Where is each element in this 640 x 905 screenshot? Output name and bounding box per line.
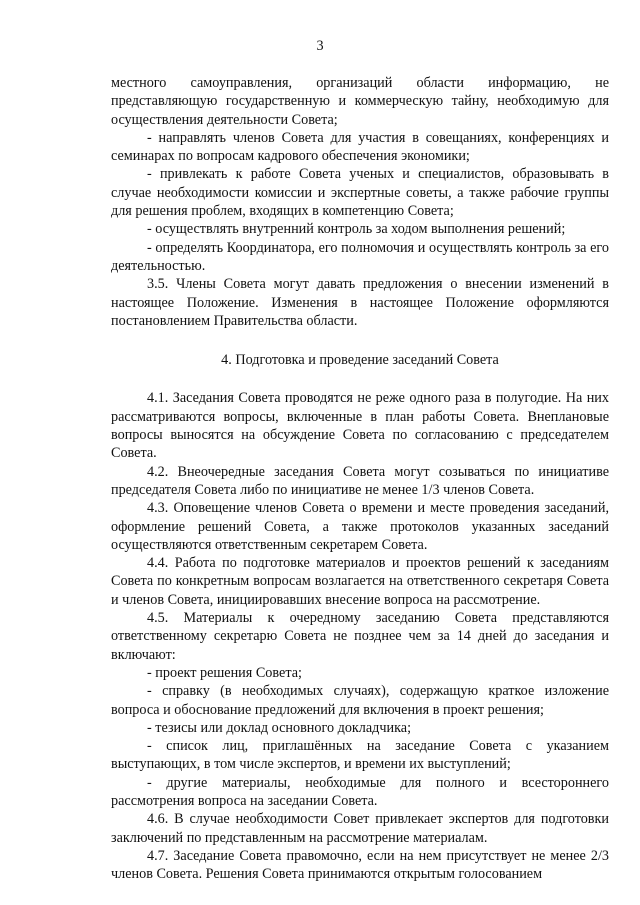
paragraph-list-item: - тезисы или доклад основного докладчика;: [147, 719, 412, 736]
paragraph-clause-4-3: 4.3. Оповещение членов Совета о времени и месте проведения заседаний, оформление решений Совета, а также протоколов указанных заседаний осуществляются ответственным секретарем Совета.: [111, 500, 609, 553]
paragraph-clause-4-5: 4.5. Материалы к очередному заседанию Совета представляются ответственному секретарю Совета не позднее чем за 14 дней до заседания и включают:: [111, 610, 609, 663]
paragraph-list-item: - проект решения Совета;: [147, 664, 302, 681]
paragraph-list-item: - другие материалы, необходимые для полного и всестороннего рассмотрения вопроса на заседании Совета.: [111, 774, 609, 809]
paragraph-clause-4-7: 4.7. Заседание Совета правомочно, если на нем присутствует не менее 2/3 членов Совета. Решения Совета принимаются открытым голосованием: [111, 847, 609, 883]
paragraph-list-item: - справку (в необходимых случаях), содержащую краткое изложение вопроса и обоснование предложений для включения в проект решения;: [111, 683, 609, 718]
paragraph-continuation: местного самоуправления, организаций области информацию, не представляющую государственную и коммерческую тайну, необходимую для осуществления деятельности Совета;: [111, 75, 609, 128]
section-heading: 4. Подготовка и проведение заседаний Совета: [221, 352, 499, 369]
paragraph-list-item: - осуществлять внутренний контроль за ходом выполнения решений;: [147, 221, 566, 238]
document-body: [111, 74, 609, 883]
paragraph-list-item: - определять Координатора, его полномочия и осуществлять контроль за его деятельностью.: [111, 239, 609, 274]
paragraph-list-item: - направлять членов Совета для участия в совещаниях, конференциях и семинарах по вопросам кадрового обеспечения экономики;: [111, 129, 609, 165]
paragraph-list-item: - список лиц, приглашённых на заседание Совета с указанием выступающих, в том числе экспертов, и времени их выступлений;: [111, 738, 609, 773]
paragraph-clause-4-2: 4.2. Внеочередные заседания Совета могут созываться по инициативе председателя Совета либо по инициативе не менее 1/3 членов Совета.: [111, 463, 609, 498]
paragraph-list-item: - привлекать к работе Совета ученых и специалистов, образовывать в случае необходимости комиссии и экспертные советы, а также рабочие группы для решения проблем, входящих в компетенцию Совета;: [111, 166, 609, 220]
page-number: 3: [316, 38, 324, 54]
paragraph-clause-4-6: 4.6. В случае необходимости Совет привлекает экспертов для подготовки заключений по представленным на рассмотрение материалам.: [111, 811, 609, 846]
paragraph-clause-4-1: 4.1. Заседания Совета проводятся не реже одного раза в полугодие. На них рассматриваются вопросы, включенные в план работы Совета. Внеплановые вопросы выносятся на обсуждение Совета по согласованию с председателем Совета.: [111, 390, 609, 462]
paragraph-clause-4-4: 4.4. Работа по подготовке материалов и проектов решений к заседаниям Совета по конкретным вопросам возлагается на ответственного секретаря Совета и членов Совета, инициировавших внесение вопроса на рассмотрение.: [111, 555, 609, 608]
paragraph-clause-3-5: 3.5. Члены Совета могут давать предложения о внесении изменений в настоящее Положение. Изменения в настоящее Положение оформляются постановлением Правительства области.: [111, 276, 609, 329]
